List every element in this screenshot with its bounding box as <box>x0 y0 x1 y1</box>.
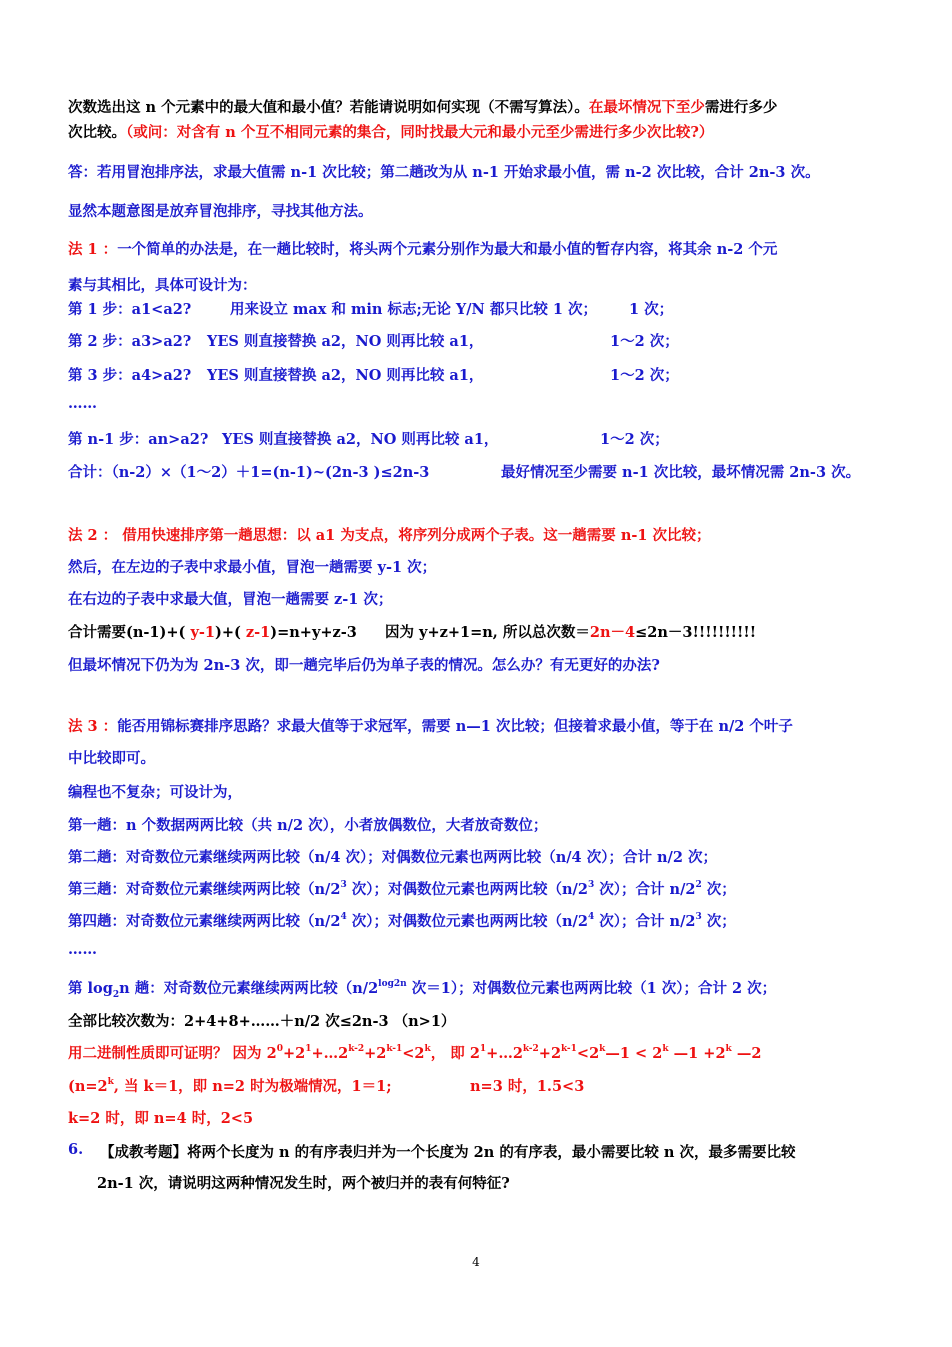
superscript: 3 <box>695 912 702 923</box>
superscript: 4 <box>587 912 595 923</box>
text-span: 次数选出这 n 个元素中的最大值和最小值？若能请说明如何实现（不需写算法）。 <box>68 99 589 116</box>
text-span: 次）；合计 n/2 <box>594 913 696 930</box>
answer-line: 显然本题意图是放弃冒泡排序，寻找其他方法。 <box>68 203 373 220</box>
pass-line: 第二趟：对奇数位元素继续两两比较（n/4 次）；对偶数位元素也两两比较（n/4 次）；合计 n/2 次； <box>68 849 717 866</box>
method3-line: 中比较即可。 <box>68 750 155 767</box>
question-6 <box>68 1141 898 1161</box>
question-text: 【成教考题】将两个长度为 n 的有序表归并为一个长度为 2n 的有序表，最小需要比较 n 次，最多需要比较 <box>100 1144 796 1161</box>
text-span: +…2 <box>311 1045 349 1062</box>
superscript: k-2 <box>348 1044 365 1055</box>
text-span: <2 <box>576 1045 600 1062</box>
text-span: 合计需要(n-1)+( <box>68 624 186 641</box>
superscript: k-2 <box>522 1044 539 1055</box>
text-line <box>68 121 713 142</box>
method3-tag: 法 3 ： <box>68 718 118 735</box>
superscript: log2n <box>378 979 407 990</box>
text-span: 次； <box>701 913 736 930</box>
sum-formula: 合计：（n-2）×（1～2）＋1=(n-1)~(2n-3 )≤2n-3 <box>68 464 430 481</box>
text-line <box>68 96 777 117</box>
text-span: 次）；对偶数位元素也两两比较（n/2 <box>346 881 588 898</box>
text-span: +2 <box>282 1045 306 1062</box>
superscript: k-1 <box>561 1044 577 1055</box>
text-span: 第四趟：对奇数位元素继续两两比较（n/2 <box>68 913 341 930</box>
highlight-span: 在最坏情况下至少 <box>588 99 705 116</box>
text-span: n 趟：对奇数位元素继续两两比较（n/2 <box>119 980 379 997</box>
highlight-span: （或问：对含有 n 个互不相同元素的集合，同时找最大元和最小元至少需进行多少次比较?） <box>126 124 714 141</box>
text-span: 次； <box>701 881 736 898</box>
text-span: )=n+y+z-3 <box>270 624 357 641</box>
method3-line: 编程也不复杂；可设计为， <box>68 784 242 801</box>
highlight-span: y-1 <box>185 624 215 641</box>
text-span: 次）；合计 n/2 <box>594 881 696 898</box>
method1-line: 素与其相比，具体可设计为： <box>68 277 257 294</box>
step-count: 1～2 次； <box>600 431 669 448</box>
method1-tag: 法 1 ： <box>68 241 118 258</box>
step-action: 用来设立 max 和 min 标志;无论 Y/N 都只比较 1 次； <box>230 301 598 318</box>
text-span: —2 <box>731 1045 762 1062</box>
step-label: 第 n-1 步：an>a2? <box>68 431 209 448</box>
pass-line <box>68 910 736 931</box>
step-line <box>68 330 908 351</box>
method2-line: 法 2 ： 借用快速排序第一趟思想：以 a1 为支点，将序列分成两个子表。这一趟需要 n-1 次比较； <box>68 527 711 544</box>
superscript: 1 <box>305 1044 312 1055</box>
step-action: YES 则直接替换 a2，NO 则再比较 a1， <box>207 367 484 384</box>
text-span: )+( <box>214 624 241 641</box>
subscript: 2 <box>112 989 120 1000</box>
text-span: +…2 <box>486 1045 523 1062</box>
method2-line: 然后，在左边的子表中求最小值，冒泡一趟需要 y-1 次； <box>68 559 437 576</box>
text-span: 次比较。 <box>68 124 126 141</box>
text-span: 次）；对偶数位元素也两两比较（n/2 <box>346 913 588 930</box>
step-count: 1～2 次； <box>610 367 679 384</box>
superscript: 4 <box>340 912 347 923</box>
question-text: 2n-1 次，请说明这两种情况发生时，两个被归并的表有何特征? <box>97 1175 510 1192</box>
answer-line: 答：若用冒泡排序法，求最大值需 n-1 次比较；第二趟改为从 n-1 开始求最小值，需 n-2 次比较，合计 2n-3 次。 <box>68 164 820 181</box>
method2-line: 在右边的子表中求最大值，冒泡一趟需要 z-1 次； <box>68 591 393 608</box>
text-span: 因为 y+z+1=n, 所以总次数＝ <box>385 624 590 641</box>
text-span: 能否用锦标赛排序思路？求最大值等于求冠军，需要 n—1 次比较；但接着求最小值，等于在 n/2 个叶子 <box>117 718 793 735</box>
method2-conclusion <box>385 621 756 642</box>
ellipsis: …… <box>68 941 97 958</box>
superscript: k <box>725 1044 732 1055</box>
superscript: 1 <box>479 1044 487 1055</box>
page-number: 4 <box>472 1255 480 1269</box>
proof-line <box>68 1075 768 1096</box>
proof-line <box>68 1042 761 1063</box>
superscript: k <box>424 1044 431 1055</box>
method2-sum-line <box>68 621 868 642</box>
superscript: k <box>662 1044 669 1055</box>
text-span: 用二进制性质即可证明？ 因为 2 <box>68 1045 277 1062</box>
method2-line: 但最坏情况下仍为为 2n-3 次，即一趟完毕后仍为单子表的情况。怎么办？有无更好的办法? <box>68 657 660 674</box>
superscript: 2 <box>695 880 702 891</box>
step-action: YES 则直接替换 a2，NO 则再比较 a1， <box>222 431 499 448</box>
text-span: +2 <box>364 1045 387 1062</box>
text-span: 次＝1）；对偶数位元素也两两比较（1 次）；合计 2 次； <box>406 980 777 997</box>
text-span: —1 +2 <box>668 1045 726 1062</box>
text-span: +2 <box>538 1045 562 1062</box>
method1-line <box>68 238 777 259</box>
text-span: n=3 时，1.5<3 <box>470 1078 585 1095</box>
text-span: <2 <box>402 1045 425 1062</box>
superscript: 0 <box>276 1044 283 1055</box>
step-count: 1～2 次； <box>610 333 679 350</box>
text-span: ≤2n－3!!!!!!!!!! <box>635 624 757 641</box>
text-span: ， 即 2 <box>430 1045 480 1062</box>
step-label: 第 3 步：a4>a2? <box>68 367 192 384</box>
highlight-span: z-1 <box>240 624 271 641</box>
step-count: 1 次； <box>629 301 674 318</box>
question-number: 6. <box>68 1141 84 1158</box>
proof-line: k=2 时，即 n=4 时，2<5 <box>68 1110 254 1127</box>
sum-note: 最好情况至少需要 n-1 次比较，最坏情况需 2n-3 次。 <box>501 464 861 481</box>
text-span: 第三趟：对奇数位元素继续两两比较（n/2 <box>68 881 341 898</box>
ellipsis: …… <box>68 395 97 412</box>
step-line <box>68 428 908 449</box>
step-label: 第 1 步：a1<a2? <box>68 301 192 318</box>
step-line <box>68 364 908 385</box>
text-span: (n=2 <box>68 1078 108 1095</box>
text-span: 第 log <box>68 980 113 997</box>
total-line: 全部比较次数为：2+4+8+……＋n/2 次≤2n-3 （n>1） <box>68 1013 456 1030</box>
text-span: 一个简单的办法是，在一趟比较时，将头两个元素分别作为最大和最小值的暂存内容，将其余 n-2 个元 <box>117 241 778 258</box>
step-line <box>68 298 908 319</box>
text-span: 需进行多少 <box>704 99 778 116</box>
pass-line <box>68 977 776 998</box>
step-action: YES 则直接替换 a2，NO 则再比较 a1， <box>207 333 484 350</box>
step-label: 第 2 步：a3>a2? <box>68 333 192 350</box>
superscript: k <box>599 1044 606 1055</box>
superscript: 3 <box>587 880 595 891</box>
superscript: k-1 <box>386 1044 403 1055</box>
pass-line: 第一趟：n 个数据两两比较（共 n/2 次），小者放偶数位，大者放奇数位； <box>68 817 548 834</box>
text-span: —1 < 2 <box>605 1045 663 1062</box>
method3-line <box>68 715 793 736</box>
highlight-span: 2n－4 <box>589 624 636 641</box>
text-span: , 当 k＝1，即 n=2 时为极端情况，1＝1; <box>113 1078 392 1095</box>
superscript: k <box>107 1077 114 1088</box>
superscript: 3 <box>340 880 347 891</box>
sum-line <box>68 461 898 482</box>
pass-line <box>68 878 736 899</box>
